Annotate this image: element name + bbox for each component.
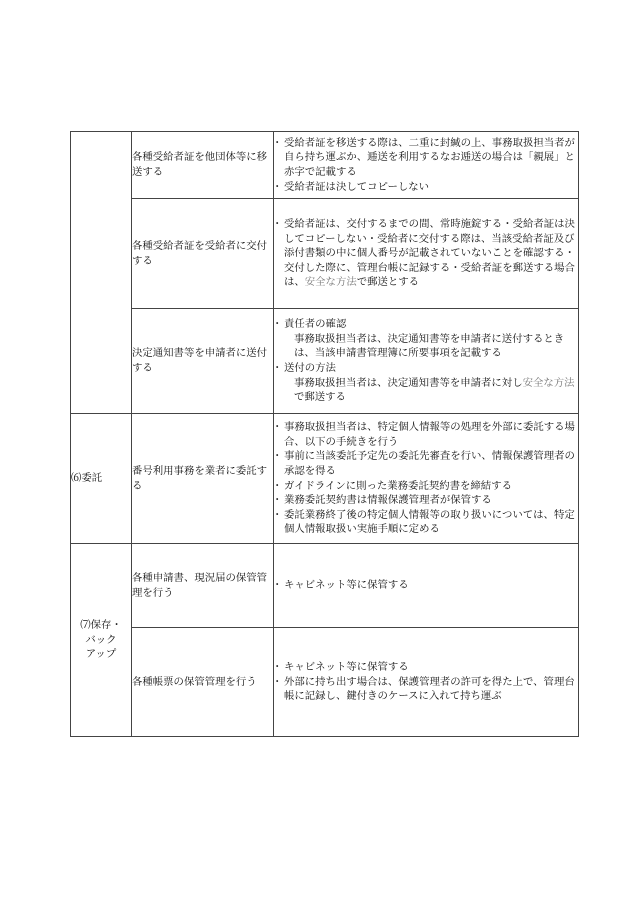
table-row: [71, 199, 579, 309]
task-cell: 各種帳票の保管管理を行う: [132, 628, 274, 737]
task-cell: 各種申請書、現況届の保管管理を行う: [132, 544, 274, 628]
list-item: ・ ガイドラインに則った業務委託契約書を締結する: [274, 479, 578, 494]
bullet-list: [274, 578, 578, 593]
list-item: ・ 事前に当該委託予定先の委託先審査を行い、情報保護管理者の承認を得る: [274, 449, 578, 478]
list-item: ・ 委託業務終了後の特定個人情報等の取り扱いについては、特定個人情報取扱い実施手順に定める: [274, 508, 578, 537]
list-item: ・ 受給者証は決してコピーしない: [274, 180, 578, 195]
list-item: ・ 受給者証は、交付するまでの間、常時施錠する・受給者証は決してコピーしない・受給者に交付する際は、当該受給者証及び添付書類の中に個人番号が記載されていないことを確認する・交付した際に、管理台帳に記録する・受給者証を郵送する場合は、安全な方法で郵送とする: [274, 217, 578, 290]
bullet-list: [274, 660, 578, 704]
highlight-text: 安全な方法: [522, 376, 575, 389]
list-item: ・ 受給者証を移送する際は、二重に封緘の上、事務取扱担当者が自ら持ち運ぶか、逓送を利用するなお逓送の場合は「親展」と赤字で記載する: [274, 136, 578, 180]
sub-text: 事務取扱担当者は、決定通知書等を申請者に対し安全な方法で郵送する: [294, 376, 575, 404]
bullet-list: [274, 317, 578, 405]
highlight-text: 安全な方法: [304, 276, 357, 289]
table-row: [71, 132, 579, 199]
category-label: ⑹委託: [71, 472, 103, 485]
task-cell: 各種受給者証を受給者に交付する: [132, 199, 274, 309]
task-cell: 決定通知書等を申請者に送付する: [132, 309, 274, 414]
bullet-list: [274, 420, 578, 537]
table-row: [71, 628, 579, 737]
task-cell: 各種受給者証を他団体等に移送する: [132, 132, 274, 199]
table-row: [71, 544, 579, 628]
description-cell: [274, 628, 579, 737]
description-cell: [274, 544, 579, 628]
description-cell: [274, 414, 579, 544]
list-item: ・ 外部に持ち出す場合は、保護管理者の許可を得た上で、管理台帳に記録し、鍵付きのケースに入れて持ち運ぶ: [274, 675, 578, 704]
category-cell-blank: [71, 132, 132, 414]
description-cell: [274, 309, 579, 414]
list-item: ・ 事務取扱担当者は、特定個人情報等の処理を外部に委託する場合、以下の手続きを行う: [274, 420, 578, 449]
bullet-list: [274, 136, 578, 194]
list-item: ・ キャビネット等に保管する: [274, 660, 578, 675]
sub-text: 事務取扱担当者は、決定通知書等を申請者に送付するときは、当該申請書管理簿に所要事項を記載する: [294, 332, 565, 360]
category-label: バック: [85, 633, 117, 646]
category-label: アップ: [85, 648, 117, 661]
list-item: ・ 責任者の確認 事務取扱担当者は、決定通知書等を申請者に送付するときは、当該申請書管理簿に所要事項を記載する: [274, 317, 578, 361]
rules-table: [70, 131, 579, 737]
bullet-list: [274, 217, 578, 290]
description-cell: [274, 132, 579, 199]
category-cell: [71, 544, 132, 737]
task-cell: 番号利用事務を業者に委託する: [132, 414, 274, 544]
category-cell: [71, 414, 132, 544]
description-cell: [274, 199, 579, 309]
list-item: ・ キャビネット等に保管する: [274, 578, 578, 593]
category-label: ⑺保存・: [80, 619, 122, 632]
list-item: ・ 業務委託契約書は情報保護管理者が保管する: [274, 493, 578, 508]
table-row: [71, 309, 579, 414]
table-row: [71, 414, 579, 544]
list-item: ・ 送付の方法 事務取扱担当者は、決定通知書等を申請者に対し安全な方法で郵送する: [274, 361, 578, 405]
